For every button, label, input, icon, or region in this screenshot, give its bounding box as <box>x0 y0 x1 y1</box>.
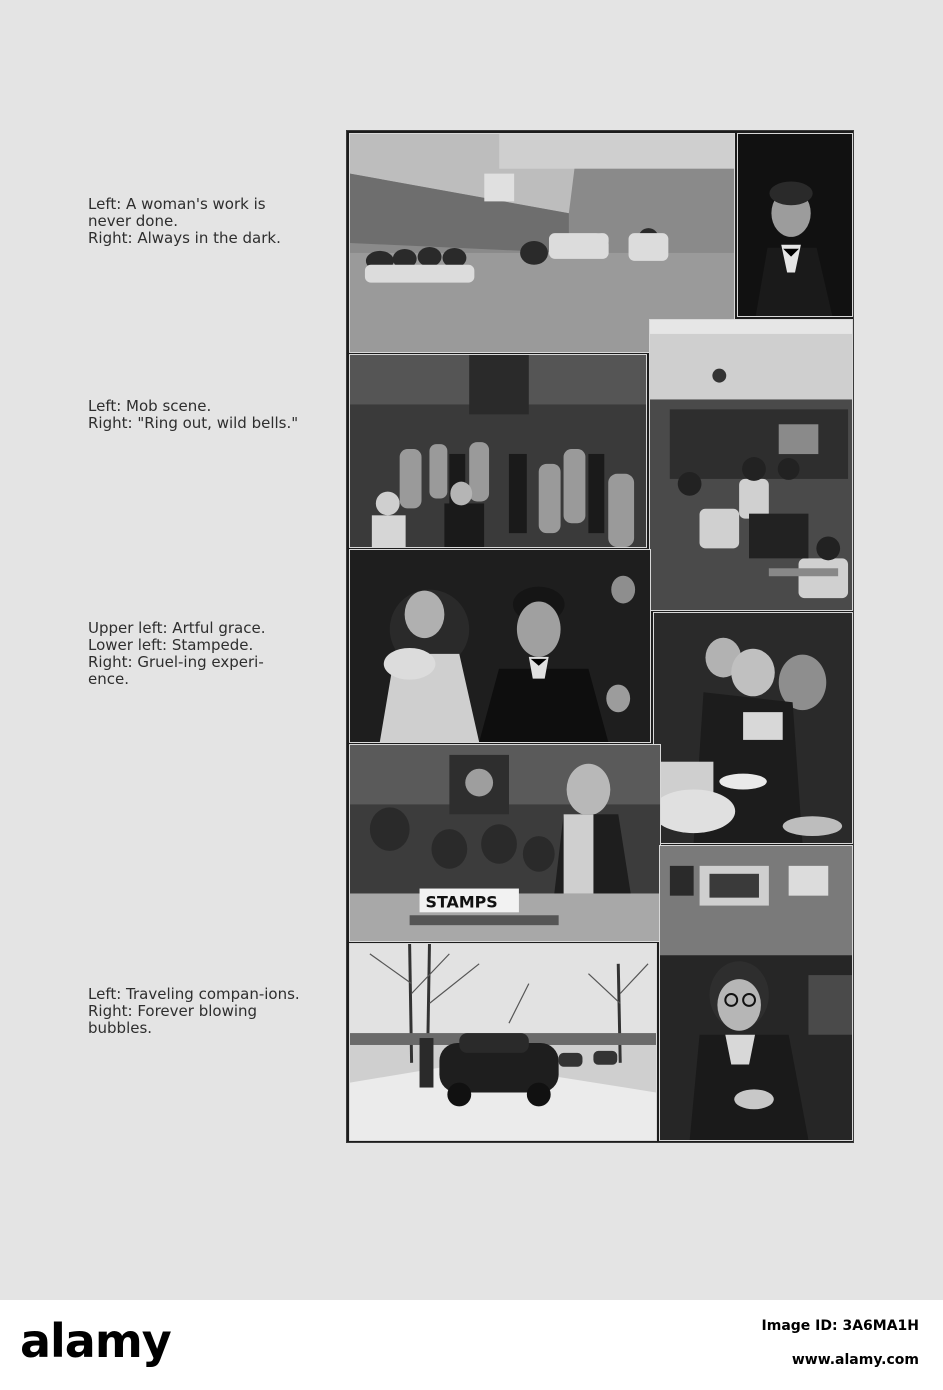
photo-cafeteria <box>653 612 853 844</box>
site-url: www.alamy.com <box>791 1352 919 1368</box>
caption-line: Left: Mob scene. <box>88 397 212 415</box>
photo-couple <box>349 549 651 743</box>
image-id-label: Image ID: 3A6MA1H <box>761 1318 919 1334</box>
caption-block-3 <box>88 620 300 688</box>
photo-bubbles-girl <box>659 845 853 1141</box>
photo-dance-crowd <box>349 354 647 548</box>
caption-line: Lower left: Stampede. <box>88 636 254 654</box>
caption-line: Right: Gruel-ing experi-ence. <box>88 653 264 688</box>
photo-stamps-booth <box>349 744 661 942</box>
photo-study-hall <box>649 319 853 611</box>
caption-line: Right: "Ring out, wild bells." <box>88 414 299 432</box>
photo-collage <box>346 130 854 1143</box>
caption-line: Right: Forever blowing bubbles. <box>88 1002 258 1037</box>
caption-line: Left: A woman's work is never done. <box>88 195 266 230</box>
caption-line: Left: Traveling compan-ions. <box>88 985 300 1003</box>
stamps-sign: STAMPS <box>425 892 498 912</box>
caption-block-1 <box>88 196 300 247</box>
photo-boy-tuxedo <box>737 133 853 317</box>
caption-block-4 <box>88 986 300 1037</box>
caption-line: Right: Always in the dark. <box>88 229 281 247</box>
caption-block-2 <box>88 398 300 432</box>
caption-line: Upper left: Artful grace. <box>88 619 266 637</box>
brand-logo: alamy <box>20 1314 171 1368</box>
photo-snow-car <box>349 943 657 1141</box>
watermark-footer <box>0 1300 943 1390</box>
